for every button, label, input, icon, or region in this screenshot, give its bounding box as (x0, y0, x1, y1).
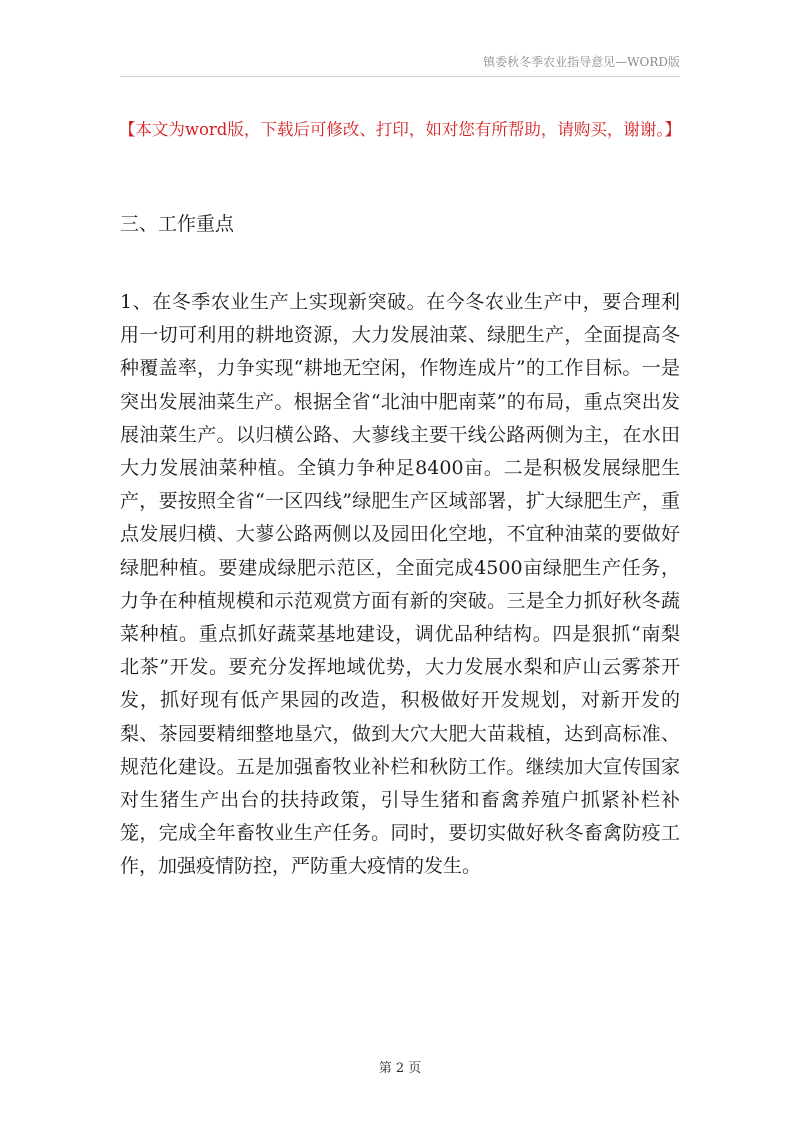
page-header (120, 52, 680, 72)
section-heading: 三、工作重点 (120, 213, 235, 235)
purchase-notice: 【本文为word版，下载后可修改、打印，如对您有所帮助，请购买，谢谢。】 (118, 120, 682, 139)
body-content (120, 286, 680, 884)
page-number: 第 2 页 (378, 1061, 422, 1076)
page-footer (0, 1060, 800, 1078)
header-title: 镇委秋冬季农业指导意见—WORD版 (483, 55, 680, 69)
body-paragraph: 1、在冬季农业生产上实现新突破。在今冬农业生产中，要合理利用一切可利用的耕地资源，大力发展油菜、绿肥生产，全面提高冬种覆盖率，力争实现“耕地无空闲，作物连成片”的工作目标。一是突出发展油菜生产。根据全省“北油中肥南菜”的布局，重点突出发展油菜生产。以归横公路、大蓼线主要干线公路两侧为主，在水田大力发展油菜种植。全镇力争种足8400亩。二是积极发展绿肥生产，要按照全省“一区四线”绿肥生产区域部署，扩大绿肥生产，重点发展归横、大蓼公路两侧以及园田化空地，不宜种油菜的要做好绿肥种植。要建成绿肥示范区，全面完成4500亩绿肥生产任务，力争在种植规模和示范观赏方面有新的突破。三是全力抓好秋冬蔬菜种植。重点抓好蔬菜基地建设，调优品种结构。四是狠抓“南梨北茶”开发。要充分发挥地域优势，大力发展水梨和庐山云雾茶开发，抓好现有低产果园的改造，积极做好开发规划，对新开发的梨、茶园要精细整地垦穴，做到大穴大肥大苗栽植，达到高标准、规范化建设。五是加强畜牧业补栏和秋防工作。继续加大宣传国家对生猪生产出台的扶持政策，引导生猪和畜禽养殖户抓紧补栏补笼，完成全年畜牧业生产任务。同时，要切实做好秋冬畜禽防疫工作，加强疫情防控，严防重大疫情的发生。 (120, 291, 680, 878)
header-divider (120, 76, 680, 77)
